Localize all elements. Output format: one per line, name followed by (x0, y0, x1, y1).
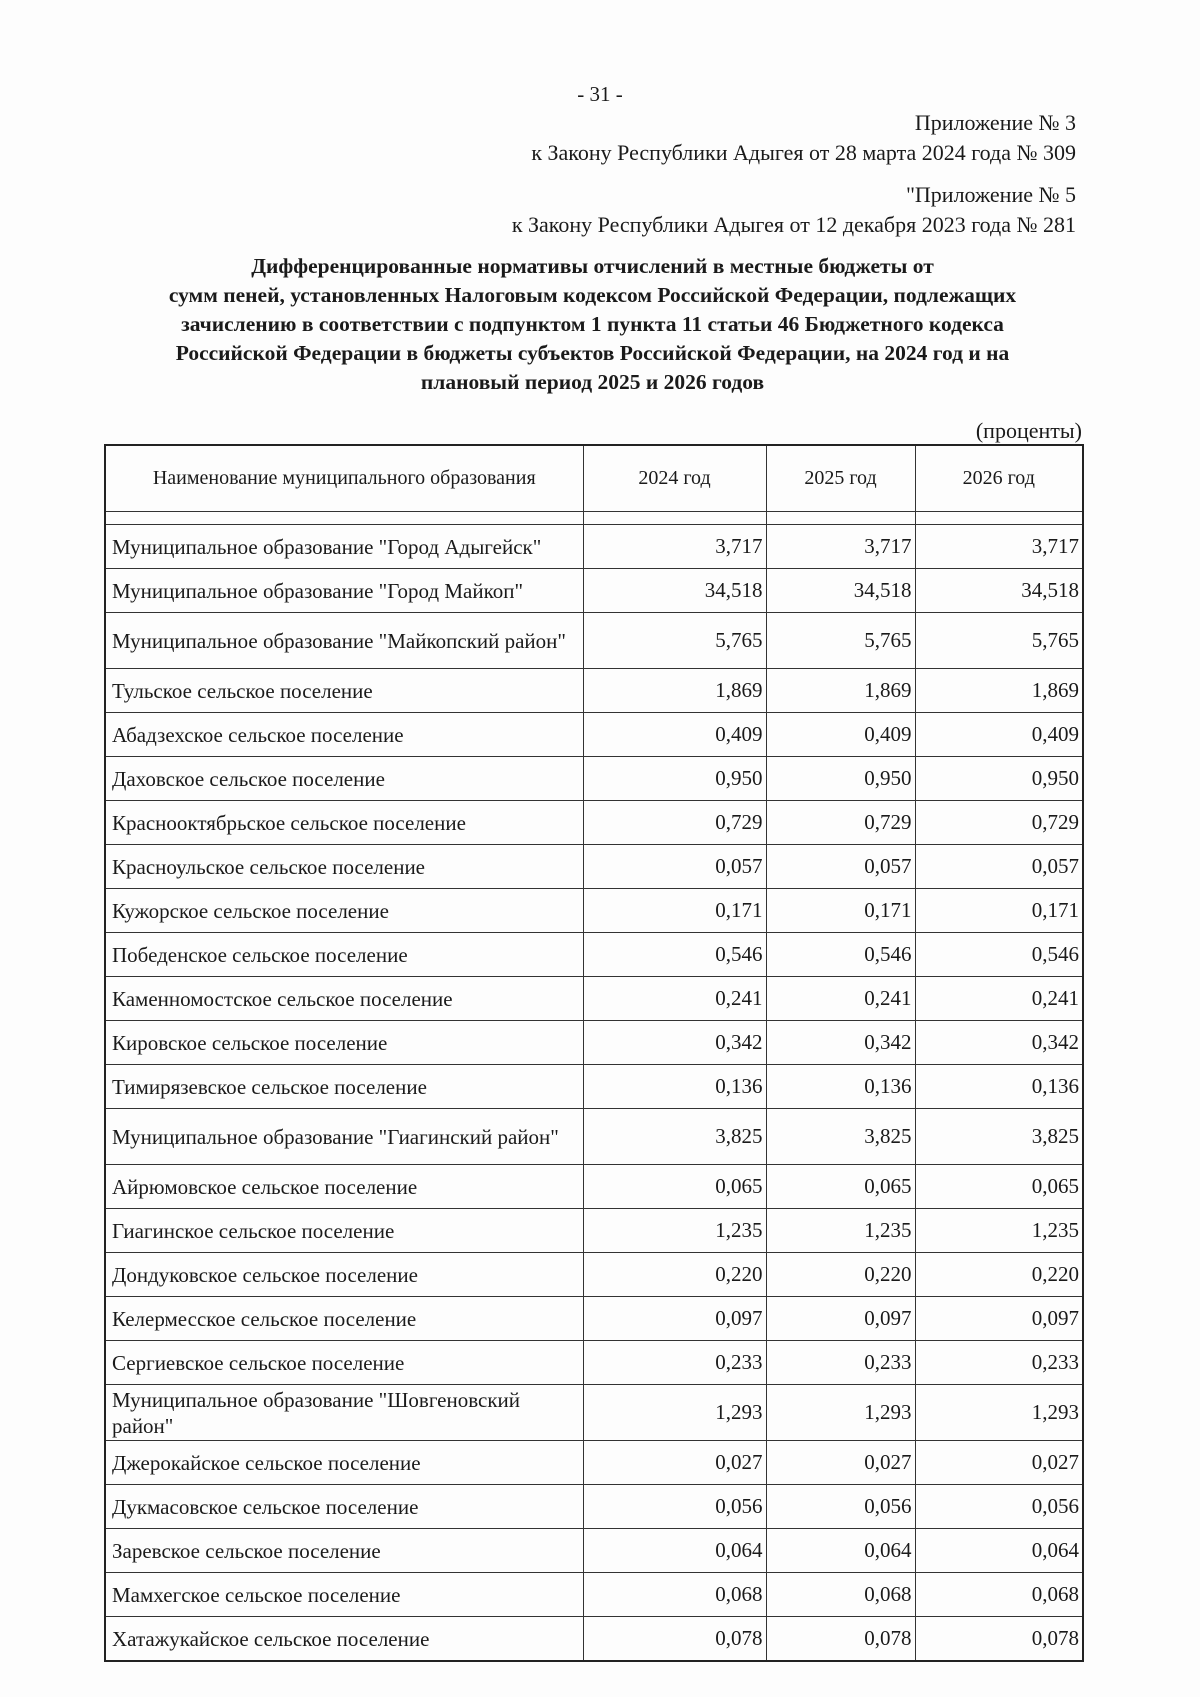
value-2026-cell: 0,950 (915, 757, 1083, 801)
municipality-name-cell: Каменномостское сельское поселение (105, 977, 583, 1021)
value-2026-cell: 0,064 (915, 1529, 1083, 1573)
title-line: Российской Федерации в бюджеты субъектов Российской Федерации, на 2024 год и на (175, 341, 1010, 365)
value-2024-cell: 0,097 (583, 1297, 766, 1341)
table-row (105, 845, 1083, 889)
value-2026-cell: 0,078 (915, 1617, 1083, 1662)
municipality-name-cell: Муниципальное образование "Шовгеновский район" (105, 1385, 583, 1441)
header-municipality: Наименование муниципального образования (105, 445, 583, 512)
value-2025-cell: 0,171 (766, 889, 915, 933)
value-2026-cell: 0,729 (915, 801, 1083, 845)
municipality-name-cell: Даховское сельское поселение (105, 757, 583, 801)
value-2026-cell: 0,409 (915, 713, 1083, 757)
value-2025-cell: 0,409 (766, 713, 915, 757)
table-body (105, 512, 1083, 1662)
municipality-name-cell: Айрюмовское сельское поселение (105, 1165, 583, 1209)
table-row (105, 1253, 1083, 1297)
municipality-name-cell: Муниципальное образование "Майкопский район" (105, 613, 583, 669)
value-2026-cell: 0,068 (915, 1573, 1083, 1617)
rates-table (104, 444, 1084, 1662)
title-line: сумм пеней, установленных Налоговым кодексом Российской Федерации, подлежащих (168, 283, 1017, 307)
table-row (105, 1341, 1083, 1385)
value-2026-cell: 0,171 (915, 889, 1083, 933)
municipality-name-cell: Победенское сельское поселение (105, 933, 583, 977)
value-2025-cell: 0,729 (766, 801, 915, 845)
municipality-name-cell: Гиагинское сельское поселение (105, 1209, 583, 1253)
value-2026-cell: 0,220 (915, 1253, 1083, 1297)
value-2026-cell: 1,293 (915, 1385, 1083, 1441)
table-row (105, 1485, 1083, 1529)
value-2024-cell: 1,235 (583, 1209, 766, 1253)
spacer-cell (583, 512, 766, 525)
municipality-name-cell: Муниципальное образование "Гиагинский район" (105, 1109, 583, 1165)
value-2024-cell: 0,950 (583, 757, 766, 801)
value-2025-cell: 0,342 (766, 1021, 915, 1065)
value-2025-cell: 0,136 (766, 1065, 915, 1109)
table-header-row (105, 445, 1083, 512)
value-2026-cell: 3,717 (915, 525, 1083, 569)
value-2026-cell: 5,765 (915, 613, 1083, 669)
value-2024-cell: 0,241 (583, 977, 766, 1021)
value-2024-cell: 0,233 (583, 1341, 766, 1385)
value-2026-cell: 1,869 (915, 669, 1083, 713)
municipality-name-cell: Хатажукайское сельское поселение (105, 1617, 583, 1662)
header-2025: 2025 год (766, 445, 915, 512)
table-row (105, 933, 1083, 977)
value-2024-cell: 0,065 (583, 1165, 766, 1209)
document-title (100, 252, 1085, 397)
value-2024-cell: 0,409 (583, 713, 766, 757)
title-line: Дифференцированные нормативы отчислений в местные бюджеты от (251, 254, 934, 278)
value-2026-cell: 0,136 (915, 1065, 1083, 1109)
value-2024-cell: 3,825 (583, 1109, 766, 1165)
appendix-original-number: "Приложение № 5 (905, 182, 1076, 207)
appendix-original-law: к Закону Республики Адыгея от 12 декабря 2023 года № 281 (511, 212, 1076, 237)
municipality-name-cell: Тульское сельское поселение (105, 669, 583, 713)
municipality-name-cell: Келермесское сельское поселение (105, 1297, 583, 1341)
value-2024-cell: 0,027 (583, 1441, 766, 1485)
municipality-name-cell: Заревское сельское поселение (105, 1529, 583, 1573)
value-2026-cell: 3,825 (915, 1109, 1083, 1165)
value-2026-cell: 1,235 (915, 1209, 1083, 1253)
table-row (105, 1165, 1083, 1209)
spacer-cell (915, 512, 1083, 525)
table-row (105, 801, 1083, 845)
municipality-name-cell: Дукмасовское сельское поселение (105, 1485, 583, 1529)
table-row (105, 1573, 1083, 1617)
table-row (105, 1617, 1083, 1662)
value-2025-cell: 0,068 (766, 1573, 915, 1617)
value-2024-cell: 0,171 (583, 889, 766, 933)
table-row (105, 757, 1083, 801)
value-2025-cell: 0,078 (766, 1617, 915, 1662)
table-row (105, 1385, 1083, 1441)
value-2026-cell: 0,065 (915, 1165, 1083, 1209)
value-2025-cell: 0,220 (766, 1253, 915, 1297)
value-2024-cell: 0,068 (583, 1573, 766, 1617)
value-2024-cell: 0,057 (583, 845, 766, 889)
value-2025-cell: 0,233 (766, 1341, 915, 1385)
value-2026-cell: 0,057 (915, 845, 1083, 889)
value-2024-cell: 5,765 (583, 613, 766, 669)
value-2025-cell: 3,717 (766, 525, 915, 569)
table-row (105, 889, 1083, 933)
table-row (105, 977, 1083, 1021)
header-2024: 2024 год (583, 445, 766, 512)
appendix-original (512, 180, 1076, 240)
municipality-name-cell: Красноульское сельское поселение (105, 845, 583, 889)
spacer-cell (105, 512, 583, 525)
value-2025-cell: 0,065 (766, 1165, 915, 1209)
value-2025-cell: 5,765 (766, 613, 915, 669)
value-2024-cell: 0,546 (583, 933, 766, 977)
value-2025-cell: 0,027 (766, 1441, 915, 1485)
municipality-name-cell: Джерокайское сельское поселение (105, 1441, 583, 1485)
table-row (105, 1529, 1083, 1573)
municipality-name-cell: Абадзехское сельское поселение (105, 713, 583, 757)
table-row (105, 1021, 1083, 1065)
table-row (105, 569, 1083, 613)
value-2024-cell: 0,342 (583, 1021, 766, 1065)
value-2025-cell: 0,057 (766, 845, 915, 889)
value-2026-cell: 0,546 (915, 933, 1083, 977)
municipality-name-cell: Тимирязевское сельское поселение (105, 1065, 583, 1109)
title-line: плановый период 2025 и 2026 годов (420, 370, 765, 394)
value-2025-cell: 34,518 (766, 569, 915, 613)
table-row (105, 525, 1083, 569)
value-2024-cell: 0,729 (583, 801, 766, 845)
table-row (105, 1297, 1083, 1341)
value-2025-cell: 3,825 (766, 1109, 915, 1165)
municipality-name-cell: Мамхегское сельское поселение (105, 1573, 583, 1617)
value-2025-cell: 0,064 (766, 1529, 915, 1573)
header-2026: 2026 год (915, 445, 1083, 512)
value-2026-cell: 0,233 (915, 1341, 1083, 1385)
value-2025-cell: 0,546 (766, 933, 915, 977)
table-row (105, 1441, 1083, 1485)
value-2026-cell: 0,097 (915, 1297, 1083, 1341)
value-2026-cell: 0,056 (915, 1485, 1083, 1529)
value-2026-cell: 0,241 (915, 977, 1083, 1021)
value-2024-cell: 0,064 (583, 1529, 766, 1573)
value-2025-cell: 0,241 (766, 977, 915, 1021)
units-label: (проценты) (975, 418, 1082, 443)
spacer-cell (766, 512, 915, 525)
table-row (105, 1065, 1083, 1109)
value-2024-cell: 0,078 (583, 1617, 766, 1662)
table-row (105, 1109, 1083, 1165)
page-number: - 31 - (577, 82, 623, 106)
value-2024-cell: 1,869 (583, 669, 766, 713)
municipality-name-cell: Муниципальное образование "Город Майкоп" (105, 569, 583, 613)
value-2024-cell: 1,293 (583, 1385, 766, 1441)
appendix-current (531, 108, 1076, 168)
table-spacer-row (105, 512, 1083, 525)
value-2025-cell: 0,056 (766, 1485, 915, 1529)
municipality-name-cell: Краснооктябрьское сельское поселение (105, 801, 583, 845)
value-2025-cell: 1,869 (766, 669, 915, 713)
table-row (105, 613, 1083, 669)
municipality-name-cell: Дондуковское сельское поселение (105, 1253, 583, 1297)
value-2026-cell: 0,027 (915, 1441, 1083, 1485)
value-2024-cell: 34,518 (583, 569, 766, 613)
appendix-current-number: Приложение № 3 (914, 110, 1076, 135)
value-2026-cell: 0,342 (915, 1021, 1083, 1065)
table-row (105, 669, 1083, 713)
table-row (105, 1209, 1083, 1253)
value-2025-cell: 0,950 (766, 757, 915, 801)
value-2024-cell: 0,220 (583, 1253, 766, 1297)
value-2026-cell: 34,518 (915, 569, 1083, 613)
value-2025-cell: 1,235 (766, 1209, 915, 1253)
value-2024-cell: 0,136 (583, 1065, 766, 1109)
appendix-current-law: к Закону Республики Адыгея от 28 марта 2024 года № 309 (531, 140, 1076, 165)
value-2025-cell: 0,097 (766, 1297, 915, 1341)
title-line: зачислению в соответствии с подпунктом 1 пункта 11 статьи 46 Бюджетного кодекса (181, 312, 1004, 336)
municipality-name-cell: Кировское сельское поселение (105, 1021, 583, 1065)
value-2024-cell: 3,717 (583, 525, 766, 569)
municipality-name-cell: Муниципальное образование "Город Адыгейск" (105, 525, 583, 569)
municipality-name-cell: Сергиевское сельское поселение (105, 1341, 583, 1385)
value-2025-cell: 1,293 (766, 1385, 915, 1441)
municipality-name-cell: Кужорское сельское поселение (105, 889, 583, 933)
table-row (105, 713, 1083, 757)
value-2024-cell: 0,056 (583, 1485, 766, 1529)
